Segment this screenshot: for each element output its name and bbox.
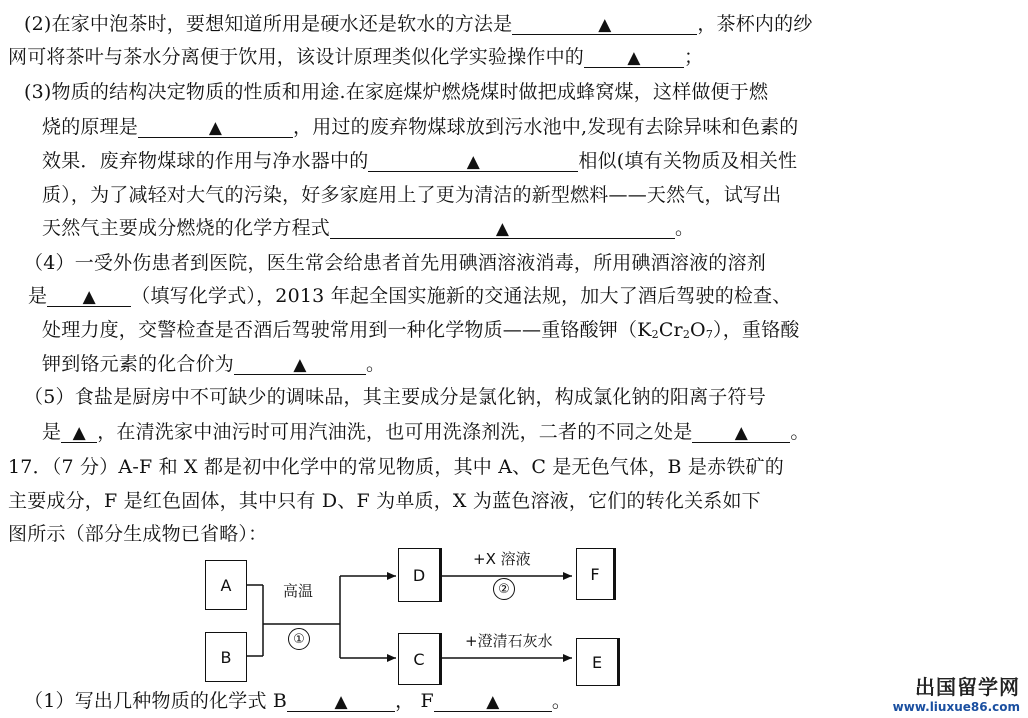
line-text: （5）食盐是厨房中不可缺少的调味品，其主要成分是氯化钠，构成氯化钠的阳离子符号	[24, 386, 766, 408]
triangle-marker: ▲	[734, 423, 749, 443]
condition-high-temp: 高温	[283, 582, 314, 600]
box-label: E	[591, 652, 603, 672]
question-line	[8, 455, 784, 479]
triangle-marker: ▲	[627, 48, 641, 68]
question-line	[24, 251, 766, 275]
step-1-marker: ①	[288, 628, 310, 650]
answer-blank[interactable]	[138, 115, 293, 138]
answer-blank[interactable]	[434, 689, 552, 712]
answer-blank[interactable]	[287, 689, 395, 712]
line-text: ；	[684, 46, 704, 68]
triangle-marker: ▲	[486, 692, 500, 712]
box-f	[576, 548, 616, 600]
line-text: 网可将茶叶与茶水分离便于饮用，该设计原理类似化学实验操作中的	[8, 46, 585, 68]
question-line	[42, 352, 385, 376]
box-label: B	[220, 647, 232, 667]
line-text: （1）写出几种物质的化学式 B	[24, 690, 288, 712]
formula-subscript: 2	[682, 328, 691, 341]
answer-blank[interactable]	[584, 45, 684, 68]
box-b	[205, 632, 247, 682]
answer-blank[interactable]	[512, 12, 697, 35]
question-line	[24, 385, 766, 409]
triangle-marker: ▲	[334, 692, 348, 712]
line-text: 处理力度，交警检查是否酒后驾驶常用到一种化学物质——重铬酸钾（K	[42, 319, 652, 341]
formula-subscript: 2	[651, 328, 659, 341]
question-line	[42, 420, 810, 444]
question-line	[42, 115, 798, 139]
question-line	[42, 183, 781, 207]
step-2-marker: ②	[493, 578, 515, 600]
watermark-url: www.liuxue86.com	[892, 700, 1020, 714]
line-text: ，在清洗家中油污时可用汽油洗，也可用洗涤剂洗，二者的不同之处是	[97, 421, 693, 443]
line-text: (3)物质的结构决定物质的性质和用途.在家庭煤炉燃烧煤时做把成蜂窝煤，这样做便于燃	[24, 81, 769, 103]
question-line	[8, 522, 267, 546]
answer-blank[interactable]	[368, 149, 578, 172]
line-text: 。	[675, 217, 695, 239]
question-line	[8, 489, 761, 513]
line-text: 是	[28, 285, 48, 307]
line-text: 钾到铬元素的化合价为	[42, 353, 235, 375]
line-text: 17．（7 分）A-F 和 X 都是初中化学中的常见物质，其中 A、C 是无色气体，B 是赤铁矿的	[8, 456, 784, 478]
triangle-marker: ▲	[293, 355, 307, 375]
formula-text: O	[690, 319, 706, 341]
line-text: 主要成分，F 是红色固体，其中只有 D、F 为单质，X 为蓝色溶液，它们的转化关系如下	[8, 490, 761, 512]
line-text: 。	[790, 421, 810, 443]
question-line	[42, 149, 797, 173]
line-text: ，茶杯内的纱	[697, 13, 813, 35]
question-line	[24, 689, 571, 713]
question-line	[28, 284, 792, 308]
answer-blank[interactable]	[47, 284, 131, 307]
formula-subscript: 7	[705, 328, 714, 341]
line-text: ），重铬酸	[713, 319, 800, 341]
question-line	[24, 12, 813, 36]
answer-blank[interactable]	[234, 352, 366, 375]
answer-blank[interactable]	[692, 420, 790, 443]
line-text: 。	[366, 353, 386, 375]
watermark-title: 出国留学网	[915, 675, 1020, 699]
line-text: ， F	[395, 690, 434, 712]
reagent-limewater: +澄清石灰水	[465, 632, 553, 650]
triangle-marker: ▲	[82, 287, 96, 307]
line-text: （填写化学式），2013 年起全国实施新的交通法规，加大了酒后驾驶的检查、	[131, 285, 792, 307]
triangle-marker: ▲	[495, 219, 510, 239]
reagent-x-solution: +X 溶液	[473, 550, 531, 568]
line-text: 图所示（部分生成物已省略）：	[8, 523, 268, 545]
line-text: （4）一受外伤患者到医院，医生常会给患者首先用碘酒溶液消毒，所用碘酒溶液的溶剂	[24, 252, 766, 274]
line-text: 相似(填有关物质及相关性	[578, 150, 798, 172]
line-text: 烧的原理是	[42, 116, 139, 138]
formula-text: Cr	[658, 319, 683, 341]
answer-blank[interactable]	[61, 420, 97, 443]
line-text: 效果．废弃物煤球的作用与净水器中的	[42, 150, 369, 172]
line-text: ，用过的废弃物煤球放到污水池中,发现有去除异味和色素的	[293, 116, 799, 138]
line-text: 是	[42, 421, 62, 443]
box-c	[398, 633, 442, 685]
box-label: D	[412, 565, 426, 585]
line-text: (2)在家中泡茶时，要想知道所用是硬水还是软水的方法是	[24, 13, 513, 35]
box-a	[205, 560, 247, 610]
line-text: 。	[551, 690, 572, 712]
triangle-marker: ▲	[72, 423, 86, 443]
box-d	[398, 548, 442, 602]
question-line	[24, 80, 768, 104]
box-label: F	[590, 564, 600, 584]
triangle-marker: ▲	[466, 152, 481, 172]
triangle-marker: ▲	[598, 15, 612, 35]
question-line	[42, 216, 694, 240]
triangle-marker: ▲	[208, 118, 223, 138]
line-text: 质），为了减轻对大气的污染，好多家庭用上了更为清洁的新型燃料——天然气，试写出	[42, 184, 782, 206]
box-label: C	[413, 649, 425, 669]
line-text: 天然气主要成分燃烧的化学方程式	[42, 217, 331, 239]
question-line	[42, 318, 800, 342]
box-e	[576, 638, 620, 686]
question-line	[8, 45, 703, 69]
watermark	[893, 671, 1020, 714]
box-label: A	[220, 575, 232, 595]
answer-blank[interactable]	[330, 216, 675, 239]
